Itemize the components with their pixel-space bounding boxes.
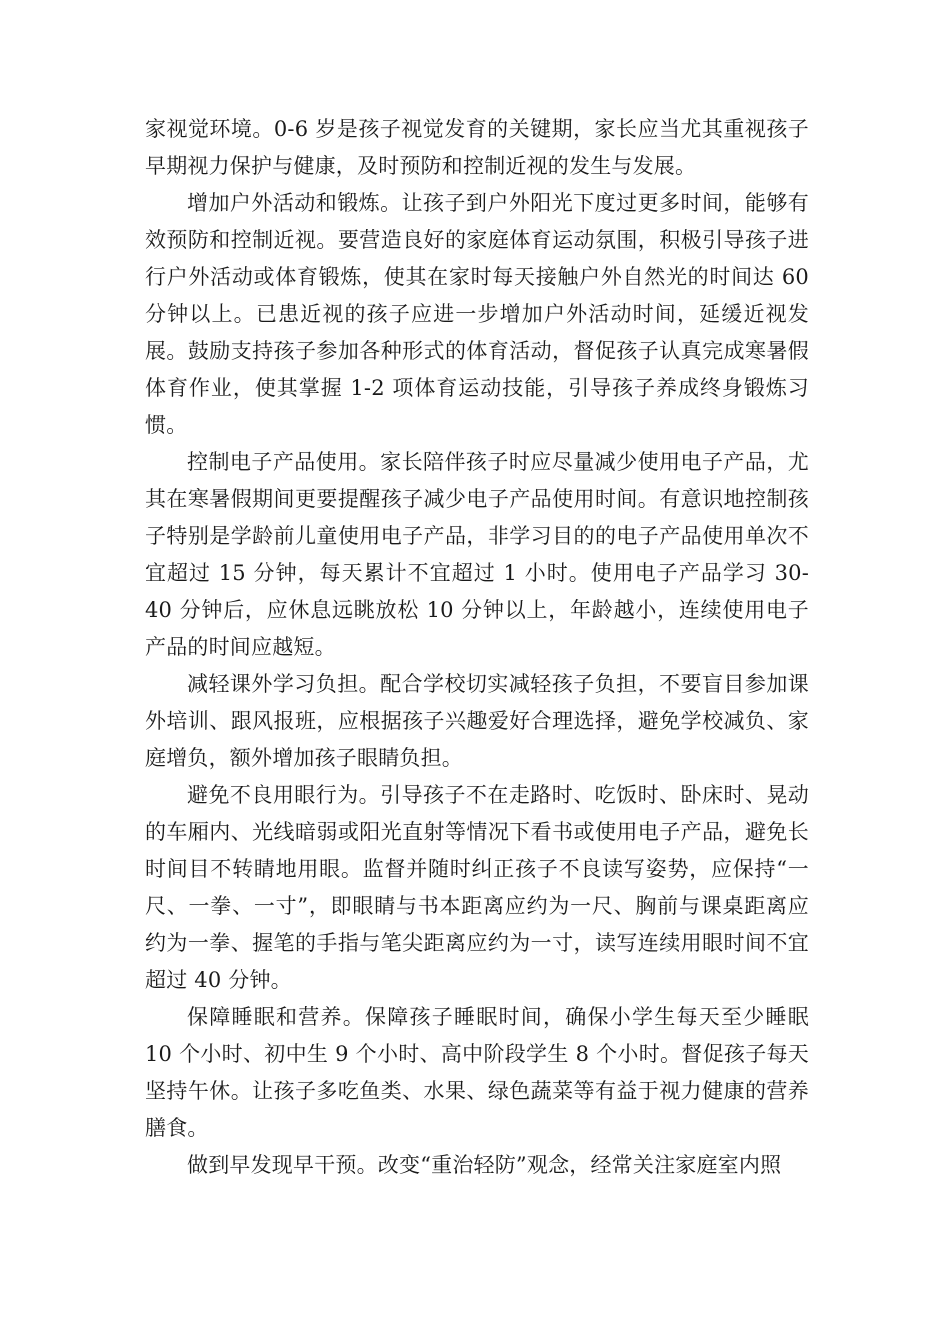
paragraph-outdoor-activity: 增加户外活动和锻炼。让孩子到户外阳光下度过更多时间，能够有效预防和控制近视。要营造良好的家庭体育运动氛围，积极引导孩子进行户外活动或体育锻炼，使其在家时每天接触户外自然光的时间达 60 分钟以上。已患近视的孩子应进一步增加户外活动时间，延缓近视发展。鼓励支持孩子参加各种形式的体育活动，督促孩子认真完成寒暑假体育作业，使其掌握 1-2 项体育运动技能，引导孩子养成终身锻炼习惯。 — [145, 191, 809, 437]
paragraph-early-detection: 做到早发现早干预。改变“重治轻防”观念，经常关注家庭室内照 — [187, 1153, 782, 1177]
paragraph-electronic-products: 控制电子产品使用。家长陪伴孩子时应尽量减少使用电子产品，尤其在寒暑假期间更要提醒孩子减少电子产品使用时间。有意识地控制孩子特别是学龄前儿童使用电子产品，非学习目的的电子产品使用单次不宜超过 15 分钟，每天累计不宜超过 1 小时。使用电子产品学习 30-40 分钟后，应休息远眺放松 10 分钟以上，年龄越小，连续使用电子产品的时间应越短。 — [145, 450, 809, 659]
body-text — [145, 111, 809, 1184]
paragraph-continued: 家视觉环境。0-6 岁是孩子视觉发育的关键期，家长应当尤其重视孩子早期视力保护与健康，及时预防和控制近视的发生与发展。 — [145, 117, 809, 178]
paragraph-study-burden: 减轻课外学习负担。配合学校切实减轻孩子负担，不要盲目参加课外培训、跟风报班，应根据孩子兴趣爱好合理选择，避免学校减负、家庭增负，额外增加孩子眼睛负担。 — [145, 672, 809, 770]
paragraph-eye-habits: 避免不良用眼行为。引导孩子不在走路时、吃饭时、卧床时、晃动的车厢内、光线暗弱或阳光直射等情况下看书或使用电子产品，避免长时间目不转睛地用眼。监督并随时纠正孩子不良读写姿势，应保持“一尺、一拳、一寸”，即眼睛与书本距离应约为一尺、胸前与课桌距离应约为一拳、握笔的手指与笔尖距离应约为一寸，读写连续用眼时间不宜超过 40 分钟。 — [145, 783, 809, 992]
paragraph-sleep-nutrition: 保障睡眠和营养。保障孩子睡眠时间，确保小学生每天至少睡眠 10 个小时、初中生 9 个小时、高中阶段学生 8 个小时。督促孩子每天坚持午休。让孩子多吃鱼类、水果、绿色蔬菜等有益于视力健康的营养膳食。 — [145, 1005, 809, 1140]
